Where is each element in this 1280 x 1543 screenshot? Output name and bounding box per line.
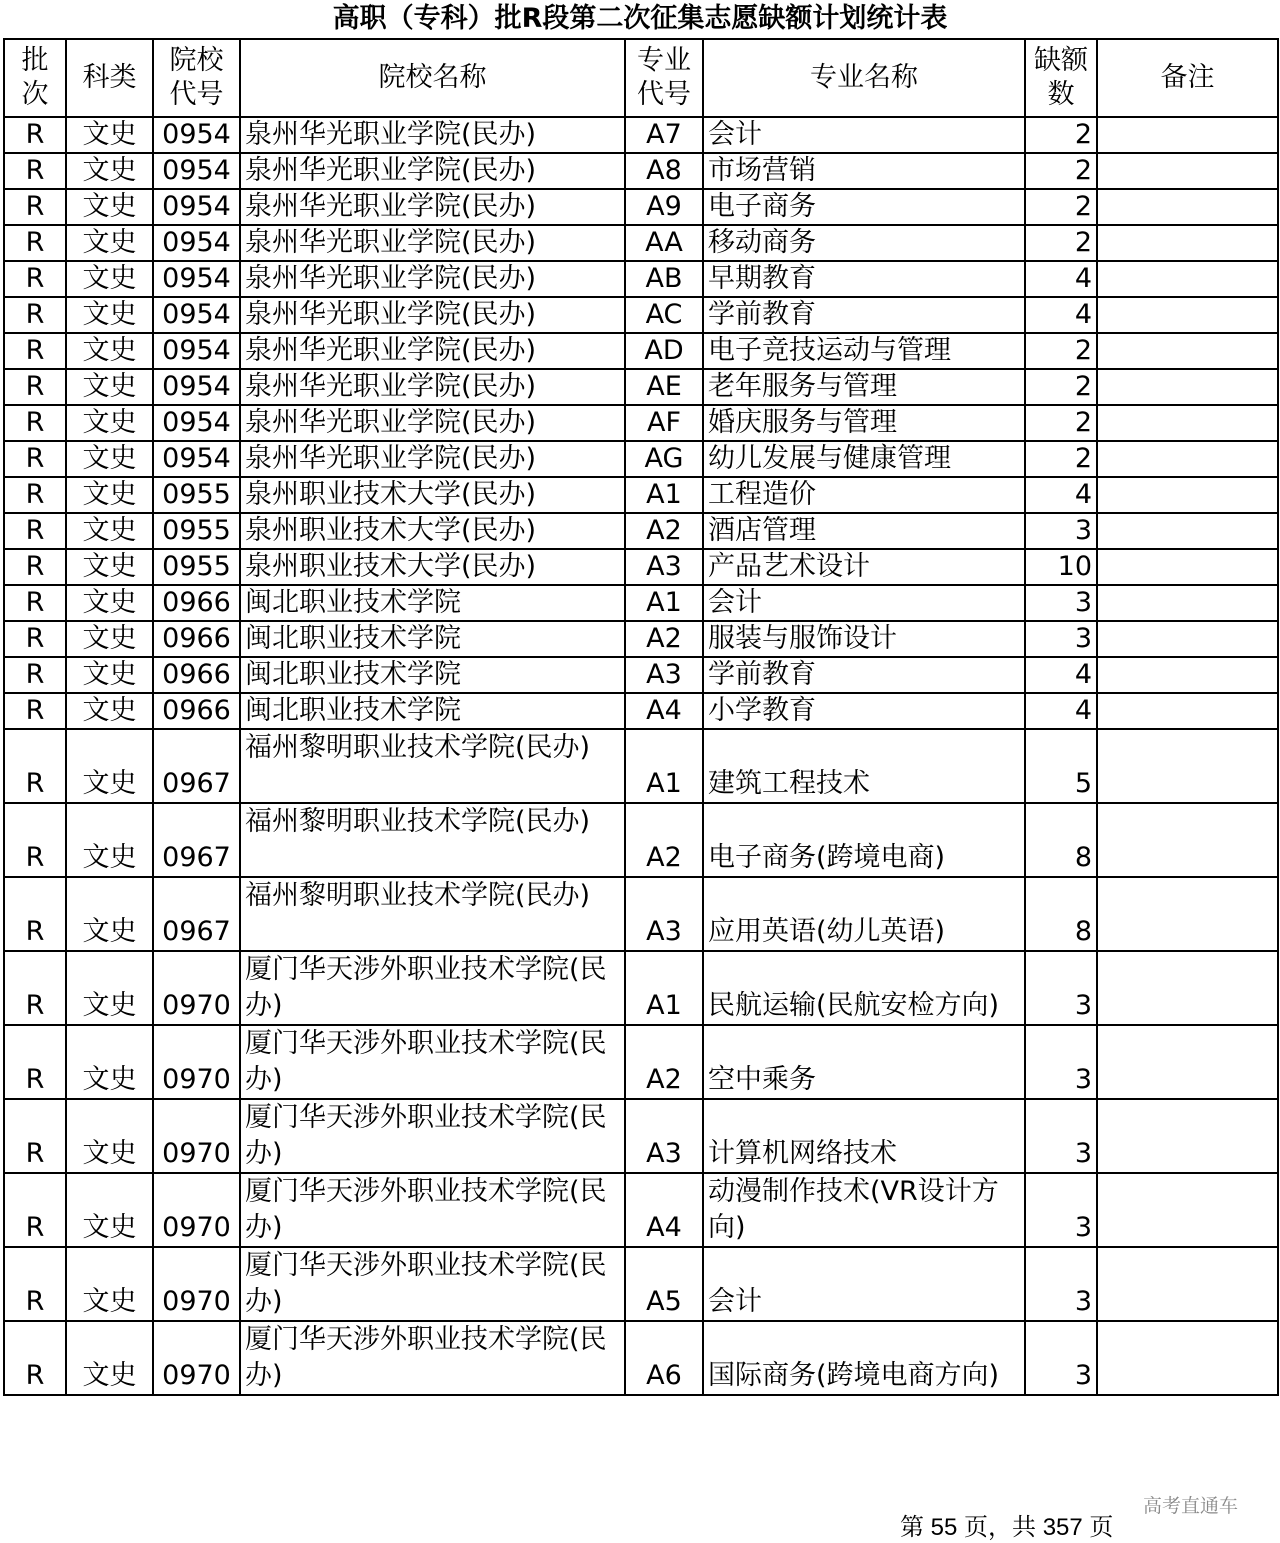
cell-major-code: A3 bbox=[625, 877, 703, 951]
cell-batch: R bbox=[4, 803, 66, 877]
cell-batch: R bbox=[4, 405, 66, 441]
cell-category: 文史 bbox=[66, 477, 153, 513]
cell-major-code: A3 bbox=[625, 549, 703, 585]
cell-vacancy: 4 bbox=[1025, 297, 1097, 333]
cell-category: 文史 bbox=[66, 693, 153, 729]
header-batch: 批次 bbox=[4, 39, 66, 117]
cell-major-name: 电子竞技运动与管理 bbox=[703, 333, 1025, 369]
cell-category: 文史 bbox=[66, 657, 153, 693]
cell-batch: R bbox=[4, 441, 66, 477]
cell-batch: R bbox=[4, 693, 66, 729]
cell-school-name: 泉州华光职业学院(民办) bbox=[240, 297, 625, 333]
cell-major-name: 工程造价 bbox=[703, 477, 1025, 513]
header-category: 科类 bbox=[66, 39, 153, 117]
cell-note bbox=[1097, 297, 1278, 333]
cell-note bbox=[1097, 1025, 1278, 1099]
cell-major-code: A8 bbox=[625, 153, 703, 189]
cell-school-name: 福州黎明职业技术学院(民办) bbox=[240, 729, 625, 803]
cell-major-code: A1 bbox=[625, 951, 703, 1025]
cell-category: 文史 bbox=[66, 297, 153, 333]
cell-school-code: 0954 bbox=[153, 189, 240, 225]
cell-school-code: 0970 bbox=[153, 1247, 240, 1321]
cell-school-code: 0966 bbox=[153, 621, 240, 657]
table-row bbox=[4, 657, 1278, 693]
cell-school-code: 0966 bbox=[153, 657, 240, 693]
cell-note bbox=[1097, 117, 1278, 153]
table-row bbox=[4, 877, 1278, 951]
cell-major-name: 婚庆服务与管理 bbox=[703, 405, 1025, 441]
table-row bbox=[4, 189, 1278, 225]
cell-school-name: 泉州华光职业学院(民办) bbox=[240, 153, 625, 189]
cell-category: 文史 bbox=[66, 513, 153, 549]
cell-note bbox=[1097, 1173, 1278, 1247]
cell-vacancy: 4 bbox=[1025, 477, 1097, 513]
cell-major-name: 应用英语(幼儿英语) bbox=[703, 877, 1025, 951]
cell-batch: R bbox=[4, 1173, 66, 1247]
cell-note bbox=[1097, 369, 1278, 405]
cell-major-code: A3 bbox=[625, 657, 703, 693]
table-row bbox=[4, 297, 1278, 333]
cell-batch: R bbox=[4, 877, 66, 951]
cell-batch: R bbox=[4, 585, 66, 621]
header-major-code: 专业代号 bbox=[625, 39, 703, 117]
cell-major-code: A6 bbox=[625, 1321, 703, 1395]
cell-note bbox=[1097, 1321, 1278, 1395]
cell-school-code: 0954 bbox=[153, 225, 240, 261]
table-row bbox=[4, 441, 1278, 477]
cell-category: 文史 bbox=[66, 405, 153, 441]
table-row bbox=[4, 1247, 1278, 1321]
cell-school-code: 0954 bbox=[153, 153, 240, 189]
cell-batch: R bbox=[4, 1247, 66, 1321]
cell-vacancy: 2 bbox=[1025, 405, 1097, 441]
cell-category: 文史 bbox=[66, 1099, 153, 1173]
cell-vacancy: 10 bbox=[1025, 549, 1097, 585]
cell-note bbox=[1097, 1099, 1278, 1173]
cell-vacancy: 2 bbox=[1025, 333, 1097, 369]
cell-school-code: 0954 bbox=[153, 333, 240, 369]
cell-note bbox=[1097, 333, 1278, 369]
cell-school-code: 0955 bbox=[153, 477, 240, 513]
cell-major-name: 服装与服饰设计 bbox=[703, 621, 1025, 657]
cell-school-name: 闽北职业技术学院 bbox=[240, 693, 625, 729]
cell-note bbox=[1097, 877, 1278, 951]
cell-major-code: AD bbox=[625, 333, 703, 369]
cell-vacancy: 2 bbox=[1025, 153, 1097, 189]
page-title: 高职（专科）批R段第二次征集志愿缺额计划统计表 bbox=[332, 3, 948, 34]
cell-vacancy: 8 bbox=[1025, 877, 1097, 951]
cell-school-name: 闽北职业技术学院 bbox=[240, 585, 625, 621]
table-row bbox=[4, 405, 1278, 441]
cell-major-code: AG bbox=[625, 441, 703, 477]
cell-major-name: 国际商务(跨境电商方向) bbox=[703, 1321, 1025, 1395]
cell-batch: R bbox=[4, 189, 66, 225]
cell-school-code: 0955 bbox=[153, 513, 240, 549]
cell-school-name: 泉州华光职业学院(民办) bbox=[240, 261, 625, 297]
cell-category: 文史 bbox=[66, 189, 153, 225]
cell-vacancy: 3 bbox=[1025, 951, 1097, 1025]
cell-major-code: A2 bbox=[625, 803, 703, 877]
cell-category: 文史 bbox=[66, 333, 153, 369]
cell-batch: R bbox=[4, 657, 66, 693]
cell-school-name: 泉州华光职业学院(民办) bbox=[240, 369, 625, 405]
cell-major-code: AC bbox=[625, 297, 703, 333]
cell-batch: R bbox=[4, 117, 66, 153]
cell-vacancy: 5 bbox=[1025, 729, 1097, 803]
cell-major-name: 幼儿发展与健康管理 bbox=[703, 441, 1025, 477]
cell-batch: R bbox=[4, 1099, 66, 1173]
cell-batch: R bbox=[4, 261, 66, 297]
cell-batch: R bbox=[4, 951, 66, 1025]
cell-school-name: 泉州华光职业学院(民办) bbox=[240, 441, 625, 477]
cell-major-name: 学前教育 bbox=[703, 297, 1025, 333]
cell-batch: R bbox=[4, 729, 66, 803]
cell-major-name: 老年服务与管理 bbox=[703, 369, 1025, 405]
cell-major-name: 建筑工程技术 bbox=[703, 729, 1025, 803]
cell-major-name: 产品艺术设计 bbox=[703, 549, 1025, 585]
cell-vacancy: 2 bbox=[1025, 369, 1097, 405]
cell-batch: R bbox=[4, 333, 66, 369]
table-row bbox=[4, 693, 1278, 729]
cell-school-name: 泉州华光职业学院(民办) bbox=[240, 225, 625, 261]
cell-vacancy: 4 bbox=[1025, 261, 1097, 297]
cell-vacancy: 4 bbox=[1025, 693, 1097, 729]
cell-school-code: 0954 bbox=[153, 297, 240, 333]
watermark: 高考直通车 bbox=[1143, 1495, 1239, 1517]
cell-vacancy: 2 bbox=[1025, 117, 1097, 153]
cell-note bbox=[1097, 803, 1278, 877]
cell-vacancy: 2 bbox=[1025, 189, 1097, 225]
cell-school-code: 0954 bbox=[153, 441, 240, 477]
cell-major-code: AA bbox=[625, 225, 703, 261]
table-row bbox=[4, 369, 1278, 405]
cell-school-name: 厦门华天涉外职业技术学院(民办) bbox=[240, 1321, 625, 1395]
table-row bbox=[4, 153, 1278, 189]
table-row bbox=[4, 621, 1278, 657]
cell-school-name: 泉州职业技术大学(民办) bbox=[240, 477, 625, 513]
quota-table bbox=[3, 38, 1279, 1396]
header-school-code: 院校代号 bbox=[153, 39, 240, 117]
cell-note bbox=[1097, 513, 1278, 549]
cell-school-name: 泉州华光职业学院(民办) bbox=[240, 117, 625, 153]
cell-vacancy: 3 bbox=[1025, 513, 1097, 549]
cell-school-name: 泉州华光职业学院(民办) bbox=[240, 189, 625, 225]
cell-batch: R bbox=[4, 297, 66, 333]
cell-note bbox=[1097, 693, 1278, 729]
cell-school-code: 0970 bbox=[153, 951, 240, 1025]
table-row bbox=[4, 477, 1278, 513]
cell-school-name: 厦门华天涉外职业技术学院(民办) bbox=[240, 1099, 625, 1173]
table-row bbox=[4, 1025, 1278, 1099]
cell-school-name: 泉州职业技术大学(民办) bbox=[240, 549, 625, 585]
cell-school-code: 0970 bbox=[153, 1099, 240, 1173]
cell-note bbox=[1097, 549, 1278, 585]
cell-category: 文史 bbox=[66, 1173, 153, 1247]
table-row bbox=[4, 803, 1278, 877]
cell-major-code: A9 bbox=[625, 189, 703, 225]
cell-note bbox=[1097, 657, 1278, 693]
cell-category: 文史 bbox=[66, 729, 153, 803]
table-row bbox=[4, 729, 1278, 803]
header-vacancy: 缺额数 bbox=[1025, 39, 1097, 117]
cell-vacancy: 3 bbox=[1025, 1321, 1097, 1395]
cell-school-name: 闽北职业技术学院 bbox=[240, 657, 625, 693]
cell-major-code: A7 bbox=[625, 117, 703, 153]
cell-vacancy: 8 bbox=[1025, 803, 1097, 877]
cell-school-name: 泉州职业技术大学(民办) bbox=[240, 513, 625, 549]
table-row bbox=[4, 261, 1278, 297]
cell-school-code: 0954 bbox=[153, 117, 240, 153]
cell-major-code: A2 bbox=[625, 1025, 703, 1099]
cell-vacancy: 3 bbox=[1025, 621, 1097, 657]
cell-major-name: 动漫制作技术(VR设计方向) bbox=[703, 1173, 1025, 1247]
cell-vacancy: 3 bbox=[1025, 585, 1097, 621]
cell-school-name: 厦门华天涉外职业技术学院(民办) bbox=[240, 1173, 625, 1247]
cell-major-code: A4 bbox=[625, 693, 703, 729]
cell-category: 文史 bbox=[66, 153, 153, 189]
cell-note bbox=[1097, 621, 1278, 657]
table-row bbox=[4, 585, 1278, 621]
cell-category: 文史 bbox=[66, 117, 153, 153]
table-header-row bbox=[4, 39, 1278, 117]
cell-school-code: 0967 bbox=[153, 803, 240, 877]
cell-school-code: 0966 bbox=[153, 585, 240, 621]
cell-major-name: 酒店管理 bbox=[703, 513, 1025, 549]
cell-category: 文史 bbox=[66, 369, 153, 405]
cell-school-name: 福州黎明职业技术学院(民办) bbox=[240, 803, 625, 877]
cell-school-name: 闽北职业技术学院 bbox=[240, 621, 625, 657]
cell-major-code: A4 bbox=[625, 1173, 703, 1247]
cell-school-name: 厦门华天涉外职业技术学院(民办) bbox=[240, 951, 625, 1025]
cell-school-code: 0970 bbox=[153, 1173, 240, 1247]
cell-school-name: 厦门华天涉外职业技术学院(民办) bbox=[240, 1025, 625, 1099]
cell-major-code: A3 bbox=[625, 1099, 703, 1173]
table-row bbox=[4, 513, 1278, 549]
cell-vacancy: 4 bbox=[1025, 657, 1097, 693]
cell-vacancy: 3 bbox=[1025, 1025, 1097, 1099]
cell-note bbox=[1097, 153, 1278, 189]
cell-major-code: AE bbox=[625, 369, 703, 405]
cell-major-name: 移动商务 bbox=[703, 225, 1025, 261]
header-major-name: 专业名称 bbox=[703, 39, 1025, 117]
cell-school-code: 0970 bbox=[153, 1321, 240, 1395]
cell-major-name: 学前教育 bbox=[703, 657, 1025, 693]
cell-major-name: 空中乘务 bbox=[703, 1025, 1025, 1099]
cell-vacancy: 2 bbox=[1025, 225, 1097, 261]
table-row bbox=[4, 951, 1278, 1025]
cell-major-name: 民航运输(民航安检方向) bbox=[703, 951, 1025, 1025]
cell-batch: R bbox=[4, 1321, 66, 1395]
cell-school-name: 泉州华光职业学院(民办) bbox=[240, 333, 625, 369]
cell-vacancy: 3 bbox=[1025, 1173, 1097, 1247]
cell-category: 文史 bbox=[66, 585, 153, 621]
cell-note bbox=[1097, 189, 1278, 225]
cell-major-code: A2 bbox=[625, 513, 703, 549]
cell-note bbox=[1097, 405, 1278, 441]
cell-category: 文史 bbox=[66, 951, 153, 1025]
table-row bbox=[4, 117, 1278, 153]
cell-category: 文史 bbox=[66, 803, 153, 877]
cell-vacancy: 2 bbox=[1025, 441, 1097, 477]
cell-major-name: 会计 bbox=[703, 1247, 1025, 1321]
cell-batch: R bbox=[4, 513, 66, 549]
cell-major-code: A2 bbox=[625, 621, 703, 657]
cell-major-code: AB bbox=[625, 261, 703, 297]
cell-school-code: 0967 bbox=[153, 877, 240, 951]
cell-major-name: 电子商务 bbox=[703, 189, 1025, 225]
cell-category: 文史 bbox=[66, 1247, 153, 1321]
cell-category: 文史 bbox=[66, 877, 153, 951]
cell-note bbox=[1097, 951, 1278, 1025]
cell-major-code: A1 bbox=[625, 477, 703, 513]
cell-category: 文史 bbox=[66, 549, 153, 585]
cell-note bbox=[1097, 225, 1278, 261]
table-row bbox=[4, 1099, 1278, 1173]
cell-note bbox=[1097, 441, 1278, 477]
cell-major-code: A1 bbox=[625, 585, 703, 621]
cell-major-name: 会计 bbox=[703, 585, 1025, 621]
cell-major-code: A5 bbox=[625, 1247, 703, 1321]
cell-category: 文史 bbox=[66, 441, 153, 477]
cell-batch: R bbox=[4, 477, 66, 513]
cell-major-name: 小学教育 bbox=[703, 693, 1025, 729]
cell-school-code: 0954 bbox=[153, 369, 240, 405]
cell-batch: R bbox=[4, 153, 66, 189]
cell-school-name: 福州黎明职业技术学院(民办) bbox=[240, 877, 625, 951]
cell-school-code: 0954 bbox=[153, 261, 240, 297]
cell-major-name: 会计 bbox=[703, 117, 1025, 153]
cell-category: 文史 bbox=[66, 621, 153, 657]
cell-major-code: A1 bbox=[625, 729, 703, 803]
cell-category: 文史 bbox=[66, 261, 153, 297]
header-school-name: 院校名称 bbox=[240, 39, 625, 117]
cell-major-name: 电子商务(跨境电商) bbox=[703, 803, 1025, 877]
cell-batch: R bbox=[4, 549, 66, 585]
cell-school-name: 泉州华光职业学院(民办) bbox=[240, 405, 625, 441]
cell-vacancy: 3 bbox=[1025, 1247, 1097, 1321]
cell-school-code: 0970 bbox=[153, 1025, 240, 1099]
cell-school-name: 厦门华天涉外职业技术学院(民办) bbox=[240, 1247, 625, 1321]
table-row bbox=[4, 333, 1278, 369]
cell-category: 文史 bbox=[66, 1321, 153, 1395]
header-note: 备注 bbox=[1097, 39, 1278, 117]
cell-school-code: 0966 bbox=[153, 693, 240, 729]
table-row bbox=[4, 225, 1278, 261]
cell-note bbox=[1097, 585, 1278, 621]
cell-school-code: 0967 bbox=[153, 729, 240, 803]
cell-vacancy: 3 bbox=[1025, 1099, 1097, 1173]
page-number: 第 55 页，共 357 页 bbox=[900, 1514, 1114, 1541]
cell-category: 文史 bbox=[66, 225, 153, 261]
cell-category: 文史 bbox=[66, 1025, 153, 1099]
table-row bbox=[4, 1321, 1278, 1395]
cell-note bbox=[1097, 261, 1278, 297]
cell-note bbox=[1097, 477, 1278, 513]
cell-batch: R bbox=[4, 369, 66, 405]
cell-major-code: AF bbox=[625, 405, 703, 441]
table-row bbox=[4, 1173, 1278, 1247]
cell-school-code: 0955 bbox=[153, 549, 240, 585]
cell-batch: R bbox=[4, 621, 66, 657]
cell-batch: R bbox=[4, 1025, 66, 1099]
cell-major-name: 早期教育 bbox=[703, 261, 1025, 297]
cell-school-code: 0954 bbox=[153, 405, 240, 441]
cell-major-name: 市场营销 bbox=[703, 153, 1025, 189]
cell-note bbox=[1097, 1247, 1278, 1321]
table-row bbox=[4, 549, 1278, 585]
cell-major-name: 计算机网络技术 bbox=[703, 1099, 1025, 1173]
cell-batch: R bbox=[4, 225, 66, 261]
cell-note bbox=[1097, 729, 1278, 803]
